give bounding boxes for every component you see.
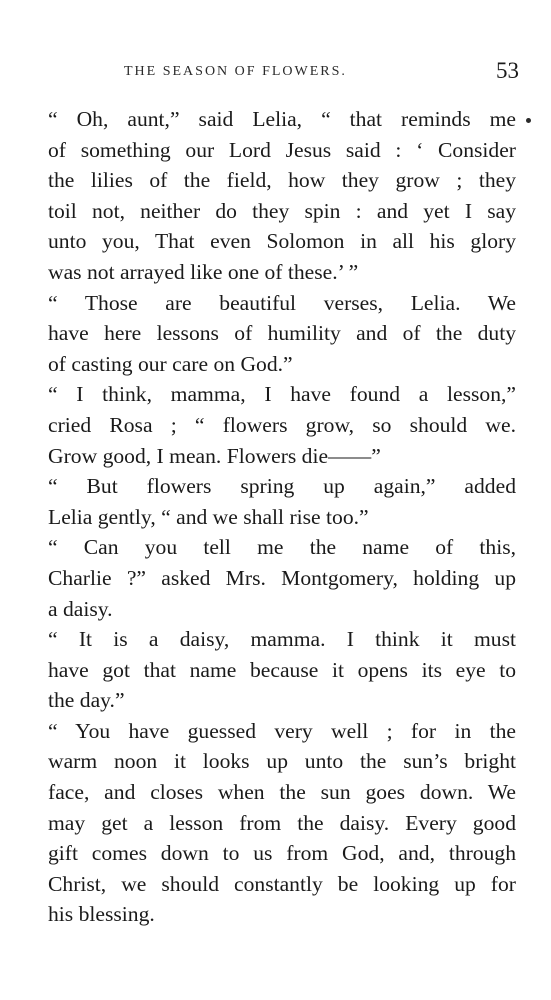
text-line: toil not, neither do they spin : and yet I say bbox=[48, 198, 516, 223]
text-line: Grow good, I mean. Flowers die——” bbox=[48, 443, 381, 468]
paragraph bbox=[18, 716, 516, 930]
text-line: “ But flowers spring up again,” added bbox=[48, 474, 516, 499]
ink-speck bbox=[526, 118, 531, 123]
text-line: “ Can you tell me the name of this, bbox=[48, 535, 516, 560]
text-line: Charlie ?” asked Mrs. Montgomery, holding up bbox=[48, 565, 516, 590]
text-line: “ You have guessed very well ; for in the bbox=[48, 718, 516, 743]
text-line: the day.” bbox=[48, 688, 125, 713]
running-title: THE SEASON OF FLOWERS. bbox=[124, 64, 347, 79]
text-line: gift comes down to us from God, and, through bbox=[48, 841, 516, 866]
text-line: of something our Lord Jesus said : ‘ Consider bbox=[48, 137, 516, 162]
text-line: his blessing. bbox=[48, 902, 155, 927]
text-line: “ Oh, aunt,” said Lelia, “ that reminds me bbox=[48, 107, 516, 131]
text-line: have got that name because it opens its eye to bbox=[48, 657, 516, 682]
text-line: may get a lesson from the daisy. Every good bbox=[48, 810, 516, 835]
text-line: face, and closes when the sun goes down. We bbox=[48, 780, 516, 805]
text-line: cried Rosa ; “ flowers grow, so should we. bbox=[48, 412, 516, 437]
text-line: Lelia gently, “ and we shall rise too.” bbox=[48, 504, 369, 529]
paragraph bbox=[18, 624, 516, 716]
page-header bbox=[104, 58, 519, 88]
paragraph bbox=[18, 288, 516, 380]
paragraph bbox=[18, 379, 516, 471]
text-line: warm noon it looks up unto the sun’s bright bbox=[48, 749, 516, 774]
text-line: “ I think, mamma, I have found a lesson,” bbox=[48, 382, 516, 407]
text-line: unto you, That even Solomon in all his glory bbox=[48, 229, 516, 254]
text-line: the lilies of the field, how they grow ; they bbox=[48, 168, 516, 193]
text-line: have here lessons of humility and of the duty bbox=[48, 321, 516, 346]
text-line: Christ, we should constantly be looking up for bbox=[48, 871, 516, 896]
text-line: of casting our care on God.” bbox=[48, 351, 293, 376]
page-number: 53 bbox=[496, 58, 519, 83]
body-text bbox=[18, 104, 516, 930]
paragraph bbox=[18, 471, 516, 532]
text-line: a daisy. bbox=[48, 596, 113, 621]
paragraph bbox=[18, 532, 516, 624]
text-line: “ Those are beautiful verses, Lelia. We bbox=[48, 290, 516, 315]
text-line: “ It is a daisy, mamma. I think it must bbox=[48, 627, 516, 652]
text-line: was not arrayed like one of these.’ ” bbox=[48, 259, 359, 284]
paragraph bbox=[18, 104, 516, 288]
